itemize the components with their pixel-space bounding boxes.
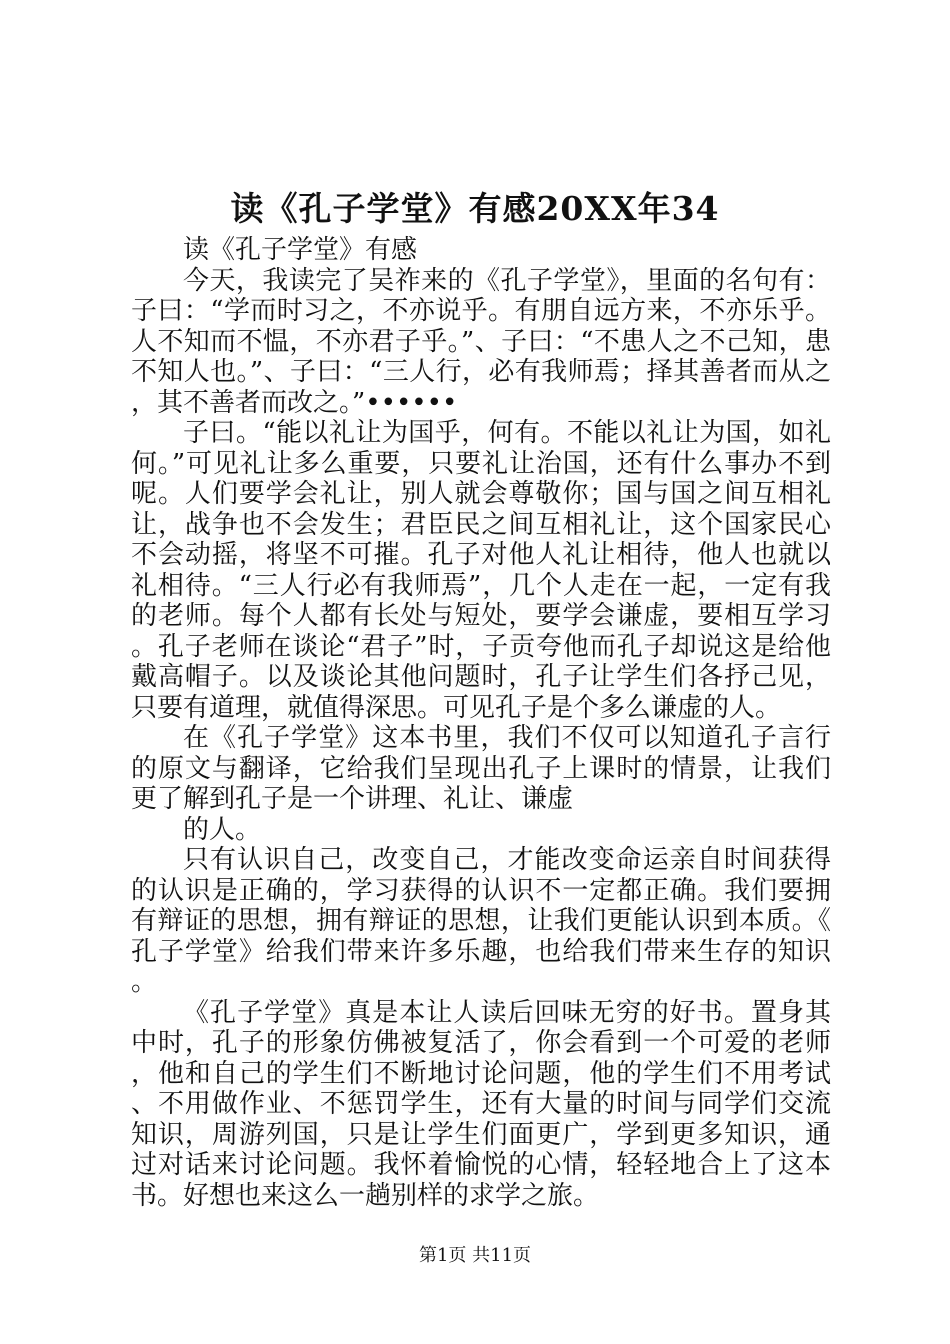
paragraph-self-knowledge: 只有认识自己，改变自己，才能改变命运亲自时间获得的认识是正确的，学习获得的认识不一定都正确。我们要拥有辩证的思想，拥有辩证的思想，让我们更能认识到本质。《孔子学堂》给我们带来许多乐趣，也给我们带来生存的知识。 [131, 845, 831, 997]
document-title: 读《孔子学堂》有感20XX年34 [230, 189, 720, 228]
document-body [131, 235, 831, 1211]
paragraph-subtitle: 读《孔子学堂》有感 [183, 235, 418, 265]
paragraph-continuation: 的人。 [183, 814, 262, 845]
paragraph-book-content: 在《孔子学堂》这本书里，我们不仅可以知道孔子言行的原文与翻译，它给我们呈现出孔子上课时的情景，让我们更了解到孔子是一个讲理、礼让、谦虚 [131, 723, 831, 814]
paragraph-conclusion: 《孔子学堂》真是本让人读后回味无穷的好书。置身其中时，孔子的形象仿佛被复活了，你会看到一个可爱的老师，他和自己的学生们不断地讨论问题，他的学生们不用考试、不用做作业、不惩罚学生，还有大量的时间与同学们交流知识，周游列国，只是让学生们面更广，学到更多知识，通过对话来讨论问题。我怀着愉悦的心情，轻轻地合上了这本书。好想也来这么一趟别样的求学之旅。 [131, 997, 831, 1211]
paragraph-quotes: 今天，我读完了吴祚来的《孔子学堂》，里面的名句有：子曰：“学而时习之，不亦说乎。有朋自远方来，不亦乐乎。人不知而不愠，不亦君子乎。”、子曰：“不患人之不己知，患不知人也。”、子曰：“三人行，必有我师焉；择其善者而从之，其不善者而改之。”•••••• [131, 265, 831, 418]
paragraph-courtesy: 子曰。“能以礼让为国乎，何有。不能以礼让为国，如礼何。”可见礼让多么重要，只要礼让治国，还有什么事办不到呢。人们要学会礼让，别人就会尊敬你；国与国之间互相礼让，战争也不会发生；君臣民之间互相礼让，这个国家民心不会动摇，将坚不可摧。孔子对他人礼让相待，他人也就以礼相待。“三人行必有我师焉”，几个人走在一起，一定有我的老师。每个人都有长处与短处，要学会谦虚，要相互学习。孔子老师在谈论“君子”时，子贡夸他而孔子却说这是给他戴高帽子。以及谈论其他问题时，孔子让学生们各抒己见，只要有道理，就值得深思。可见孔子是个多么谦虚的人。 [131, 418, 831, 723]
page-footer: 第1页 共11页 [418, 1245, 532, 1266]
